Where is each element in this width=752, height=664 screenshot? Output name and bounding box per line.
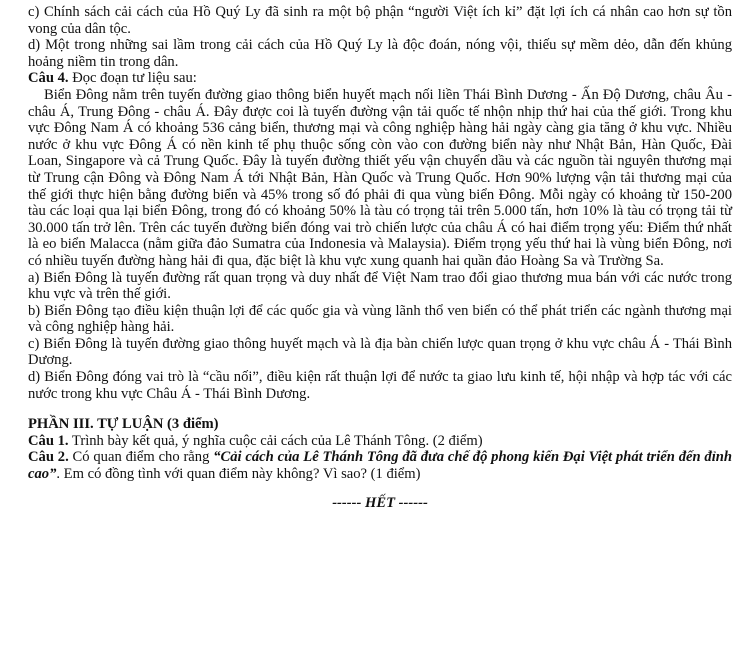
essay-question-2-intro: Có quan điểm cho rằng <box>68 449 214 466</box>
essay-question-1-label: Câu 1. <box>28 432 69 449</box>
question-4-label: Câu 4. <box>28 70 69 87</box>
essay-question-2-ask: . Em có đồng tình với quan điểm này không? Vì sao? (1 điểm) <box>56 466 421 483</box>
essay-question-1-text: Trình bày kết quả, ý nghĩa cuộc cải cách của Lê Thánh Tông. (2 điểm) <box>68 432 483 449</box>
question-4-passage: Biển Đông nằm trên tuyến đường giao thông biển huyết mạch nối liền Thái Bình Dương - Ấn Độ Dương, châu Âu - châu Á, Trung Đông - châu Á. Đây được coi là tuyến đường vận tải quốc tế nhộn nhịp thứ hai của thế giới. Trong khu vực Đông Nam Á có khoảng 536 cảng biển, thương mại và công nghiệp hàng hải ngày càng gia tăng ở khu vực. Nhiều nước ở khu vực Đông Á có nền kinh tế phụ thuộc sống còn vào con đường biển này như Nhật Bản, Hàn Quốc, Đài Loan, Singapore và cả Trung Quốc. Đây là tuyến đường thiết yếu vận chuyển dầu và các nguồn tài nguyên thương mại từ Trung cận Đông và Đông Nam Á tới Nhật Bản, Hàn Quốc và Trung Quốc. Hơn 90% lượng vận tải thương mại của thế giới thực hiện bằng đường biển và 45% trong số đó phải đi qua vùng biển Đông. Mỗi ngày có khoảng từ 150-200 tàu các loại qua lại biển Đông, trong đó có khoảng 50% là tàu có trọng tải trên 5.000 tấn, hơn 10% là tàu có trọng tải từ 30.000 tấn trở lên. Trên các tuyến đường biển đóng vai trò chiến lược của châu Á có hai điểm trọng yếu: Điểm thứ nhất là eo biển Malacca (nằm giữa đảo Sumatra của Indonesia và Malaysia). Điểm trọng yếu thứ hai là vùng biển Đông, nơi có nhiều tuyến đường hàng hải đi qua, đặc biệt là khu vực xung quanh hai quần đảo Hoàng Sa và Trường Sa. <box>28 86 732 269</box>
question-3-option-d: d) Một trong những sai lầm trong cải cách của Hồ Quý Ly là độc đoán, nóng vội, thiếu sự mềm dẻo, dẫn đến khủng hoảng niềm tin trong dân. <box>28 37 732 70</box>
essay-question-2-label: Câu 2. <box>28 449 69 466</box>
end-of-exam-mark: ------ HẾT ------ <box>332 494 428 511</box>
question-4-option-d: d) Biển Đông đóng vai trò là “cầu nối”, điều kiện rất thuận lợi để nước ta giao lưu kinh tế, hội nhập và hợp tác với các nước trong khu vực Châu Á - Thái Bình Dương. <box>28 369 732 402</box>
question-3-option-c: c) Chính sách cải cách của Hồ Quý Ly đã sinh ra một bộ phận “người Việt ích kỉ” đặt lợi ích cá nhân cao hơn sự tồn vong của dân tộc. <box>28 4 732 37</box>
section-spacer <box>28 402 732 416</box>
question-4-prompt: Đọc đoạn tư liệu sau: <box>68 70 197 87</box>
essay-question-1 <box>28 433 732 450</box>
essay-question-2-quote: “Cải cách của Lê Thánh Tông đã đưa chế độ phong kiến Đại Việt phát triển đến đỉnh cao” <box>28 449 732 483</box>
question-4-option-b: b) Biển Đông tạo điều kiện thuận lợi để các quốc gia và vùng lãnh thổ ven biển có thể phát triển các ngành thương mại và công nghiệp hàng hải. <box>28 302 732 336</box>
question-4-option-c: c) Biển Đông là tuyến đường giao thông huyết mạch và là địa bàn chiến lược quan trọng ở khu vực châu Á - Thái Bình Dương. <box>28 335 732 369</box>
question-4-header <box>28 70 732 87</box>
question-4-option-a: a) Biển Đông là tuyến đường rất quan trọng và duy nhất để Việt Nam trao đổi giao thương mua bán với các nước trong khu vực và trên thế giới. <box>28 269 732 303</box>
section-3-heading: PHẦN III. TỰ LUẬN (3 điểm) <box>28 416 219 433</box>
essay-question-2 <box>28 449 732 482</box>
